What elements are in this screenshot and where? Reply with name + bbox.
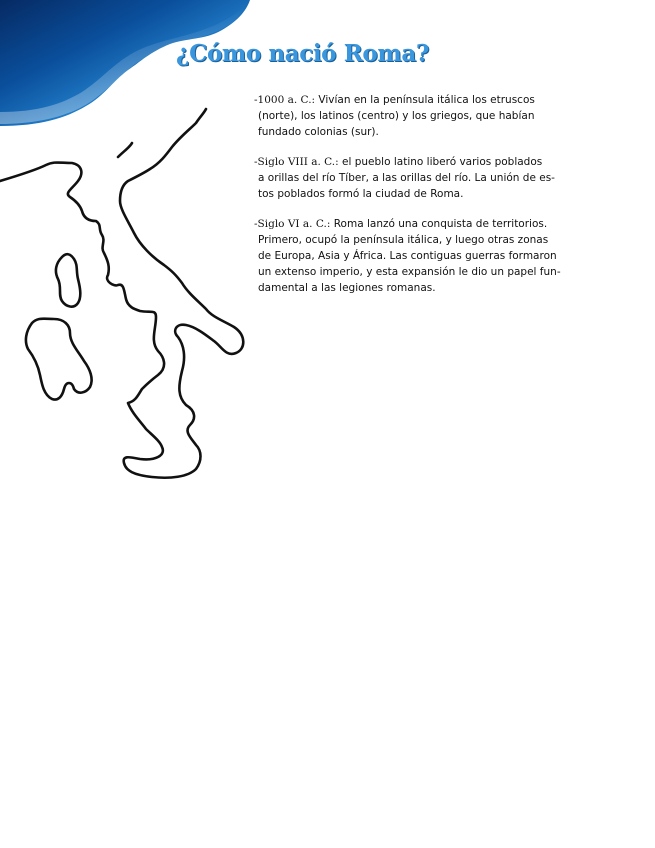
page-title: ¿Cómo nació Roma? [176,40,429,67]
timeline-entry-1000-ac [254,92,554,140]
entry-text: Roma lanzó una conquista de territorios. [330,218,548,230]
italian-peninsula-icon [0,95,250,485]
left-border-trace [118,143,132,157]
entry-text: Primero, ocupó la península itálica, y luego otras zonas [258,234,549,246]
entry-text: a orillas del río Tíber, a las orillas del río. La unión de es- [258,172,555,184]
sardinia-outline [56,254,80,306]
entry-text: tos poblados formó la ciudad de Roma. [258,188,464,200]
entry-text: damental a las legiones romanas. [258,282,436,294]
entry-era: -1000 a. C.: [254,94,316,106]
entry-text: (norte), los latinos (centro) y los griegos, que habían [258,110,535,122]
entry-text: un extenso imperio, y esta expansión le dio un papel fun- [258,266,561,278]
entry-era: -Siglo VIII a. C.: [254,156,339,168]
entry-text: de Europa, Asia y África. Las contiguas guerras formaron [258,250,557,262]
entry-era: -Siglo VI a. C.: [254,218,331,230]
entry-text: Vivían en la península itálica los etruscos [315,94,535,106]
peninsula-outline [0,109,243,478]
entry-text: el pueblo latino liberó varios poblados [338,156,543,168]
timeline-entry-siglo-vi [254,216,561,296]
entry-text: fundado colonias (sur). [258,126,379,138]
timeline-entry-siglo-viii [254,154,554,202]
sicily-corsica-outline [26,319,92,400]
timeline-list [254,92,561,310]
